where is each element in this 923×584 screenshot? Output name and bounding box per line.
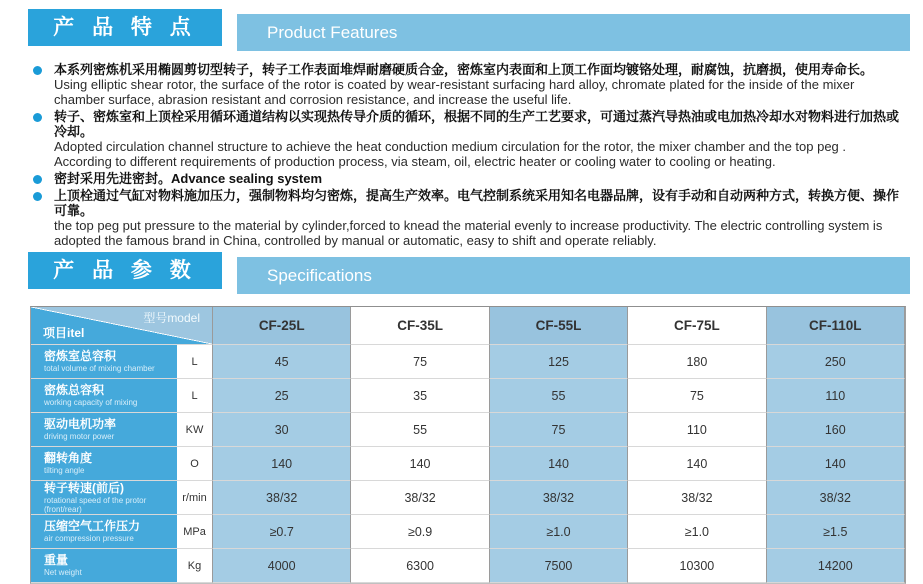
specs-title-zh: 产 品 参 数	[28, 252, 222, 289]
feature-item	[33, 62, 905, 107]
row-unit: L	[177, 345, 213, 379]
value-cell: 75	[351, 345, 489, 379]
value-cell: 4000	[213, 549, 351, 583]
row-label-en: working capacity of mixing	[44, 398, 138, 407]
value-cell: 14200	[767, 549, 905, 583]
value-cell: ≥0.7	[213, 515, 351, 549]
model-header-cf55l: CF-55L	[490, 307, 628, 345]
value-cell: ≥1.0	[490, 515, 628, 549]
bullet-icon	[33, 113, 42, 122]
value-cell: 75	[490, 413, 628, 447]
value-cell: 140	[213, 447, 351, 481]
model-header-cf25l: CF-25L	[213, 307, 351, 345]
value-cell: 250	[767, 345, 905, 379]
value-cell: 30	[213, 413, 351, 447]
row-label-zh: 重量	[44, 553, 69, 567]
feature-text-en: Using elliptic shear rotor, the surface of the rotor is coated by wear-resistant surfacing hard alloy, chromate plated for the inside of the mixer chamber surface, abrasion resistant and corrosion resistance, and increase the useful life.	[54, 77, 855, 107]
feature-text-zh: 上顶栓通过气缸对物料施加压力，强制物料均匀密炼，提高生产效率。电气控制系统采用知名电器品牌，设有手动和自动两种方式，转换方便、操作可靠。	[54, 188, 900, 218]
row-label	[31, 481, 177, 515]
model-header-cf35l: CF-35L	[351, 307, 489, 345]
row-label-en: total volume of mixing chamber	[44, 364, 155, 373]
bullet-icon	[33, 66, 42, 75]
corner-item-label: 项目itel	[43, 326, 85, 340]
specifications-table	[30, 306, 906, 584]
features-title-zh: 产 品 特 点	[28, 9, 222, 46]
section-header-features	[28, 9, 910, 54]
value-cell: 140	[351, 447, 489, 481]
table-corner-cell	[31, 307, 213, 345]
row-label	[31, 345, 177, 379]
bullet-icon	[33, 175, 42, 184]
value-cell: 38/32	[767, 481, 905, 515]
row-label-en: rotational speed of the protor (front/rear)	[44, 495, 147, 514]
row-label	[31, 413, 177, 447]
feature-item	[33, 188, 905, 248]
value-cell: 38/32	[213, 481, 351, 515]
row-label-zh: 密炼总容积	[44, 383, 105, 397]
feature-text-zh: 转子、密炼室和上顶栓采用循环通道结构以实现热传导介质的循环，根据不同的生产工艺要求，可通过蒸汽导热油或电加热冷却水对物料进行加热或冷却。	[54, 109, 900, 139]
row-unit: KW	[177, 413, 213, 447]
features-list	[33, 62, 905, 248]
row-label-zh: 转子转速(前后)	[44, 480, 124, 495]
value-cell: 35	[351, 379, 489, 413]
feature-item	[33, 171, 905, 186]
value-cell: ≥1.5	[767, 515, 905, 549]
value-cell: 160	[767, 413, 905, 447]
value-cell: 10300	[628, 549, 766, 583]
row-label-zh: 翻转角度	[44, 451, 93, 465]
value-cell: 38/32	[351, 481, 489, 515]
model-header-cf75l: CF-75L	[628, 307, 766, 345]
row-label-en: driving motor power	[44, 432, 115, 441]
feature-text-zh: 密封采用先进密封。Advance sealing system	[54, 171, 323, 186]
corner-model-label: 型号model	[143, 311, 200, 325]
model-header-cf110l: CF-110L	[767, 307, 905, 345]
row-label	[31, 515, 177, 549]
features-title-en: Product Features	[237, 14, 910, 51]
row-unit: O	[177, 447, 213, 481]
value-cell: 38/32	[628, 481, 766, 515]
value-cell: ≥1.0	[628, 515, 766, 549]
value-cell: 55	[490, 379, 628, 413]
feature-text-zh: 本系列密炼机采用椭圆剪切型转子，转子工作表面堆焊耐磨硬质合金，密炼室内表面和上顶工作面均镀铬处理，耐腐蚀，抗磨损，使用寿命长。	[54, 62, 874, 77]
value-cell: 110	[767, 379, 905, 413]
value-cell: 140	[490, 447, 628, 481]
section-header-specs	[28, 252, 910, 297]
feature-text-en: the top peg put pressure to the material by cylinder,forced to knead the material evenly to increase productivity. The electric controlling system is adopted the famous brand in China, controlled by manual or automatic, easy to shift and operate reliably.	[54, 218, 883, 248]
row-unit: r/min	[177, 481, 213, 515]
row-label	[31, 379, 177, 413]
value-cell: 38/32	[490, 481, 628, 515]
row-label-en: air compression pressure	[44, 534, 134, 543]
row-label	[31, 549, 177, 583]
catalog-page	[0, 9, 923, 577]
value-cell: 180	[628, 345, 766, 379]
value-cell: 75	[628, 379, 766, 413]
row-label-zh: 压缩空气工作压力	[44, 519, 141, 533]
row-label	[31, 447, 177, 481]
row-unit: MPa	[177, 515, 213, 549]
feature-text-en: Adopted circulation channel structure to achieve the heat conduction medium circulation for the rotor, the mixer chamber and the top peg . According to different requirements of production process, via steam, oil, electric heater or cooling water to cooling or heating.	[54, 139, 847, 169]
value-cell: 140	[767, 447, 905, 481]
row-label-en: tilting angle	[44, 466, 85, 475]
row-unit: L	[177, 379, 213, 413]
value-cell: 140	[628, 447, 766, 481]
value-cell: 45	[213, 345, 351, 379]
value-cell: ≥0.9	[351, 515, 489, 549]
row-label-en: Net weight	[44, 568, 82, 577]
value-cell: 25	[213, 379, 351, 413]
row-label-zh: 驱动电机功率	[44, 417, 117, 431]
value-cell: 125	[490, 345, 628, 379]
bullet-icon	[33, 192, 42, 201]
value-cell: 6300	[351, 549, 489, 583]
row-label-zh: 密炼室总容积	[44, 349, 117, 363]
value-cell: 55	[351, 413, 489, 447]
specs-title-en: Specifications	[237, 257, 910, 294]
value-cell: 110	[628, 413, 766, 447]
feature-item	[33, 109, 905, 169]
row-unit: Kg	[177, 549, 213, 583]
value-cell: 7500	[490, 549, 628, 583]
